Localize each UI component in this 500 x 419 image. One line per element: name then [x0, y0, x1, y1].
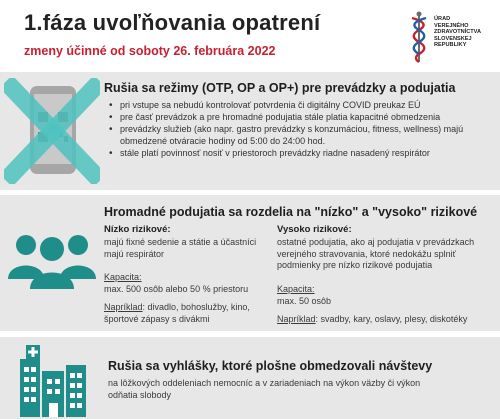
section-regimes: [0, 72, 500, 190]
high-risk-title: Vysoko rizikové:: [277, 224, 352, 235]
hospital-building-icon: [14, 345, 90, 417]
low-risk-capacity-label: Kapacita:: [104, 272, 142, 282]
section-text: na lôžkových oddeleniach nemocníc a v zariadeniach na výkon väzby či výkon odňatia slobody: [108, 378, 421, 400]
low-risk-examples: [104, 302, 272, 325]
section-events: [0, 195, 500, 331]
list-item: • prevádzky služieb (ako napr. gastro prevádzky s konzumáciou, fitness, wellness) majú obmedzené otváracie hodiny od 5:00 do 24:00 hod.: [108, 124, 488, 147]
list-item: • stále platí povinnosť nosiť v priestoroch prevádzky riadne nasadený respirátor: [108, 148, 488, 160]
logo-line: ÚRAD: [434, 16, 451, 22]
example-label: Napríklad: [277, 314, 316, 324]
example-value: : divadlo, bohoslužby, kino, športové zápasy s divákmi: [104, 302, 250, 324]
list-item: • pre časť prevádzok a pre hromadné podujatia stále platia kapacitné obmedzenia: [108, 112, 488, 124]
logo-line: REPUBLIKY: [434, 42, 467, 49]
example-value: : svadby, kary, oslavy, plesy, diskotéky: [315, 314, 468, 324]
low-risk-description: majú fixné sedenie a státie a účastníci majú respirátor: [104, 237, 257, 259]
example-label: Napríklad: [104, 302, 143, 312]
high-risk-capacity-value: max. 50 osôb: [277, 296, 332, 306]
uvz-logo: [408, 10, 494, 64]
section-heading: Rušia sa režimy (OTP, OP a OP+) pre prevádzky a podujatia: [104, 81, 456, 95]
page-title: 1.fáza uvoľňovania opatrení: [24, 10, 321, 35]
section-visits: [0, 337, 500, 419]
section-heading: Rušia sa vyhlášky, ktoré plošne obmedzovali návštevy: [108, 359, 433, 373]
list-item: • pri vstupe sa nebudú kontrolovať potvrdenia či digitálny COVID preukaz EÚ: [108, 100, 488, 112]
high-risk-examples: [277, 314, 497, 326]
low-risk-title: Nízko rizikové:: [104, 224, 171, 235]
high-risk-capacity-label: Kapacita:: [277, 284, 315, 294]
people-group-icon: [2, 231, 102, 291]
header: [0, 0, 500, 68]
section-heading: Hromadné podujatia sa rozdelia na "nízko" a "vysoko" rizikové: [104, 205, 478, 219]
logo-line: ZDRAVOTNÍCTVA: [434, 29, 482, 36]
phone-qr-crossed-icon: [4, 78, 100, 184]
low-risk-capacity-value: max. 500 osôb alebo 50 % priestoru: [104, 284, 249, 294]
logo-line: VEREJNÉHO: [434, 22, 469, 29]
caduceus-icon: [408, 10, 430, 64]
bullet-list: [108, 100, 488, 160]
page-subtitle: zmeny účinné od soboty 26. februára 2022: [24, 44, 276, 58]
high-risk-description: ostatné podujatia, ako aj podujatia v prevádzkach verejného stravovania, ktoré nedokážu splniť podmienky pre nízko rizikové podujatia: [277, 237, 475, 270]
logo-line: SLOVENSKEJ: [434, 35, 472, 42]
